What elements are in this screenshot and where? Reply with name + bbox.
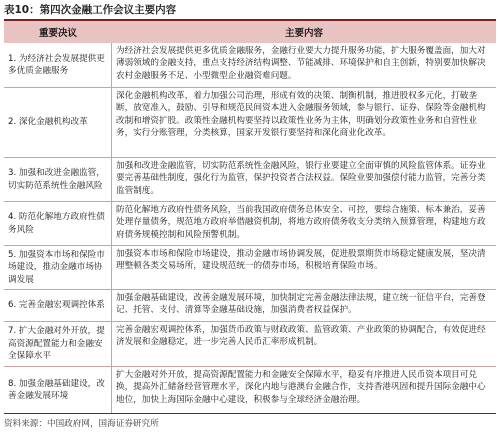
row-decision: 3. 加强和改进金融监管，切实防范系统性金融风险 [4, 158, 112, 201]
bottom-rule [4, 413, 496, 414]
table-row [4, 158, 496, 202]
row-decision: 8. 加强金融基础建设，改善金融发展环境 [4, 367, 112, 413]
row-content: 加强资本市场和保险市场建设，推动金融市场协调发展，促进股票期货市场稳定健康发展，坚决清理整顿各类交易场所，建设规范统一的债券市场，积极培育保险市场。 [116, 249, 486, 272]
row-content: 深化金融机构改革，着力加强公司治理，形成有效的决策、制衡机制，推进股权多元化，打破垄断，放宽准入，鼓励、引导和规范民间资本进入金融服务领域，参与银行、证券、保险等金融机构改制和增资扩股。政策性金融机构要坚持以政策性业务为主体，明确划分政策性业务和自营性业务，实行分账管理，分类核算，国家开发银行要坚持和深化商业化改革。 [116, 91, 486, 139]
row-content: 完善金融宏观调控体系，加强货币政策与财政政策、监管政策、产业政策的协调配合，有效促进经济发展和金融稳定，进一步完善人民币汇率形成机制。 [116, 325, 486, 348]
table-row [4, 202, 496, 246]
header-content: 主要内容 [284, 28, 323, 39]
table-header [4, 21, 496, 43]
row-decision: 6. 完善金融宏观调控体系 [4, 290, 112, 321]
table-row [4, 367, 496, 413]
table-row [4, 246, 496, 290]
row-content: 为经济社会发展提供更多优质金融服务，金融行业要大力提升服务功能，扩大服务覆盖面，加大对薄弱领域的金融支持，重点支持经济结构调整、节能减排、环境保护和自主创新，特别要加快解决农村金融服务不足、小型微型企业融资难问题。 [116, 46, 486, 81]
row-decision: 5. 加强资本市场和保险市场建设，推动金融市场协调发展 [4, 246, 112, 289]
content-table [4, 43, 496, 413]
table-row [4, 43, 496, 88]
row-decision: 1. 为经济社会发展提供更多优质金融服务 [4, 43, 112, 87]
table-row [4, 88, 496, 158]
row-content: 防范化解地方政府性债务风险，当前我国政府债务总体安全、可控，要综合施策、标本兼治，妥善处理存量债务，规范地方政府举借融资机制，将地方政府债务收支分类纳入预算管理，构建地方政府债务规模控制和风险预警机制。 [116, 205, 486, 240]
source-note: 资料来源：中国政府网，国海证券研究所 [4, 419, 159, 429]
table-row [4, 322, 496, 367]
row-content: 加强和改进金融监管，切实防范系统性金融风险，银行业要建立全面审慎的风险监管体系。证券业要完善基础性制度，强化行为监管，保护投资者合法权益。保险业要加强偿付能力监管，完善分类监管制度。 [116, 161, 486, 196]
header-decision: 重要决议 [38, 28, 77, 39]
row-decision: 4. 防范化解地方政府性债务风险 [4, 202, 112, 245]
table-row [4, 290, 496, 322]
row-decision: 2. 深化金融机构改革 [4, 88, 112, 157]
table-title: 表10：第四次金融工作会议主要内容 [4, 4, 177, 16]
row-content: 扩大金融对外开放，提高资源配置能力和金融安全保障水平，稳妥有序推进人民币资本项目可兑换，提高外汇储备经营管理水平，深化内地与港澳台金融合作，支持香港巩固和提升国际金融中心地位，加快上海国际金融中心建设，积极参与全球经济金融治理。 [116, 370, 486, 405]
row-content: 加强金融基础建设，改善金融发展环境，加快制定完善金融法律法规，建立统一征信平台，完善登记、托管、支付、清算等金融基础设施，加强消费者权益保护。 [116, 293, 486, 316]
row-decision: 7. 扩大金融对外开放，提高资源配置能力和金融安全保障水平 [4, 322, 112, 366]
